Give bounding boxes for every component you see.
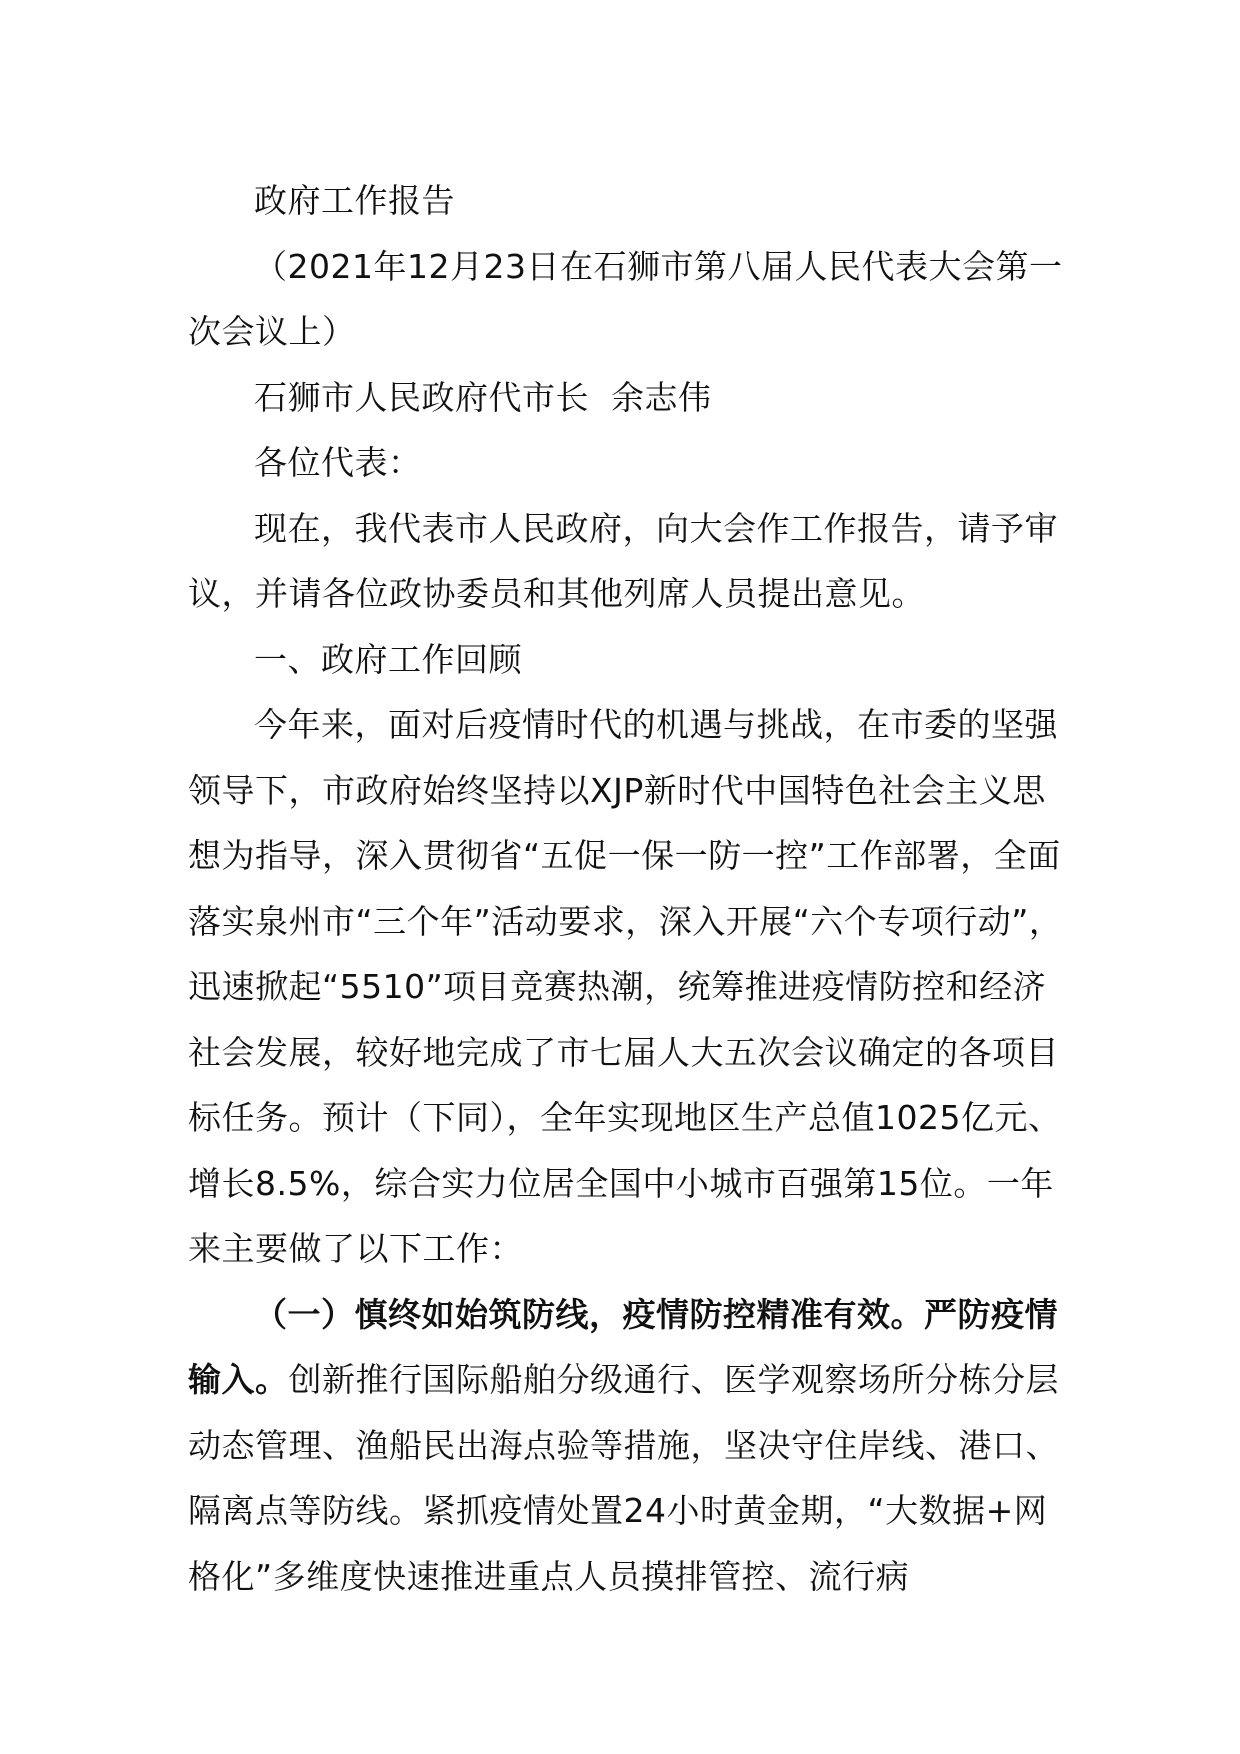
section-body-paragraph: 今年来，面对后疫情时代的机遇与挑战，在市委的坚强领导下，市政府始终坚持以XJP新时代中国特色社会主义思想为指导，深入贯彻省“五促一保一防一控”工作部署，全面落实泉州市“三个年”活动要求，深入开展“六个专项行动”，迅速掀起“5510”项目竞赛热潮，统筹推进疫情防控和经济社会发展，较好地完成了市七届人大五次会议确定的各项目标任务。预计（下同），全年实现地区生产总值1025亿元、增长8.5%，综合实力位居全国中小城市百强第15位。一年来主要做了以下工作： [188, 705, 1063, 1268]
subsection-body-text: 创新推行国际船舶分级通行、医学观察场所分栋分层动态管理、渔船民出海点验等措施，坚决守住岸线、港口、隔离点等防线。紧抓疫情处置24小时黄金期，“大数据+网格化”多维度快速推进重点人员摸排管控、流行病 [188, 1360, 1059, 1596]
intro-paragraph: 现在，我代表市人民政府，向大会作工作报告，请予审议，并请各位政协委员和其他列席人员提出意见。 [188, 508, 1058, 613]
salutation: 各位代表： [254, 443, 422, 482]
subsection-paragraph [188, 1282, 1068, 1610]
subsection-bold-lead: （一）慎终如始筑防线，疫情防控精准有效。严防疫情输入。 [188, 1294, 1058, 1399]
document-title: 政府工作报告 [254, 181, 455, 220]
document-subtitle: （2021年12月23日在石狮市第八届人民代表大会第一次会议上） [188, 246, 1063, 351]
document-page [188, 168, 1068, 1609]
document-author: 石狮市人民政府代市长 余志伟 [254, 377, 712, 417]
section-heading: 一、政府工作回顾 [254, 639, 522, 679]
